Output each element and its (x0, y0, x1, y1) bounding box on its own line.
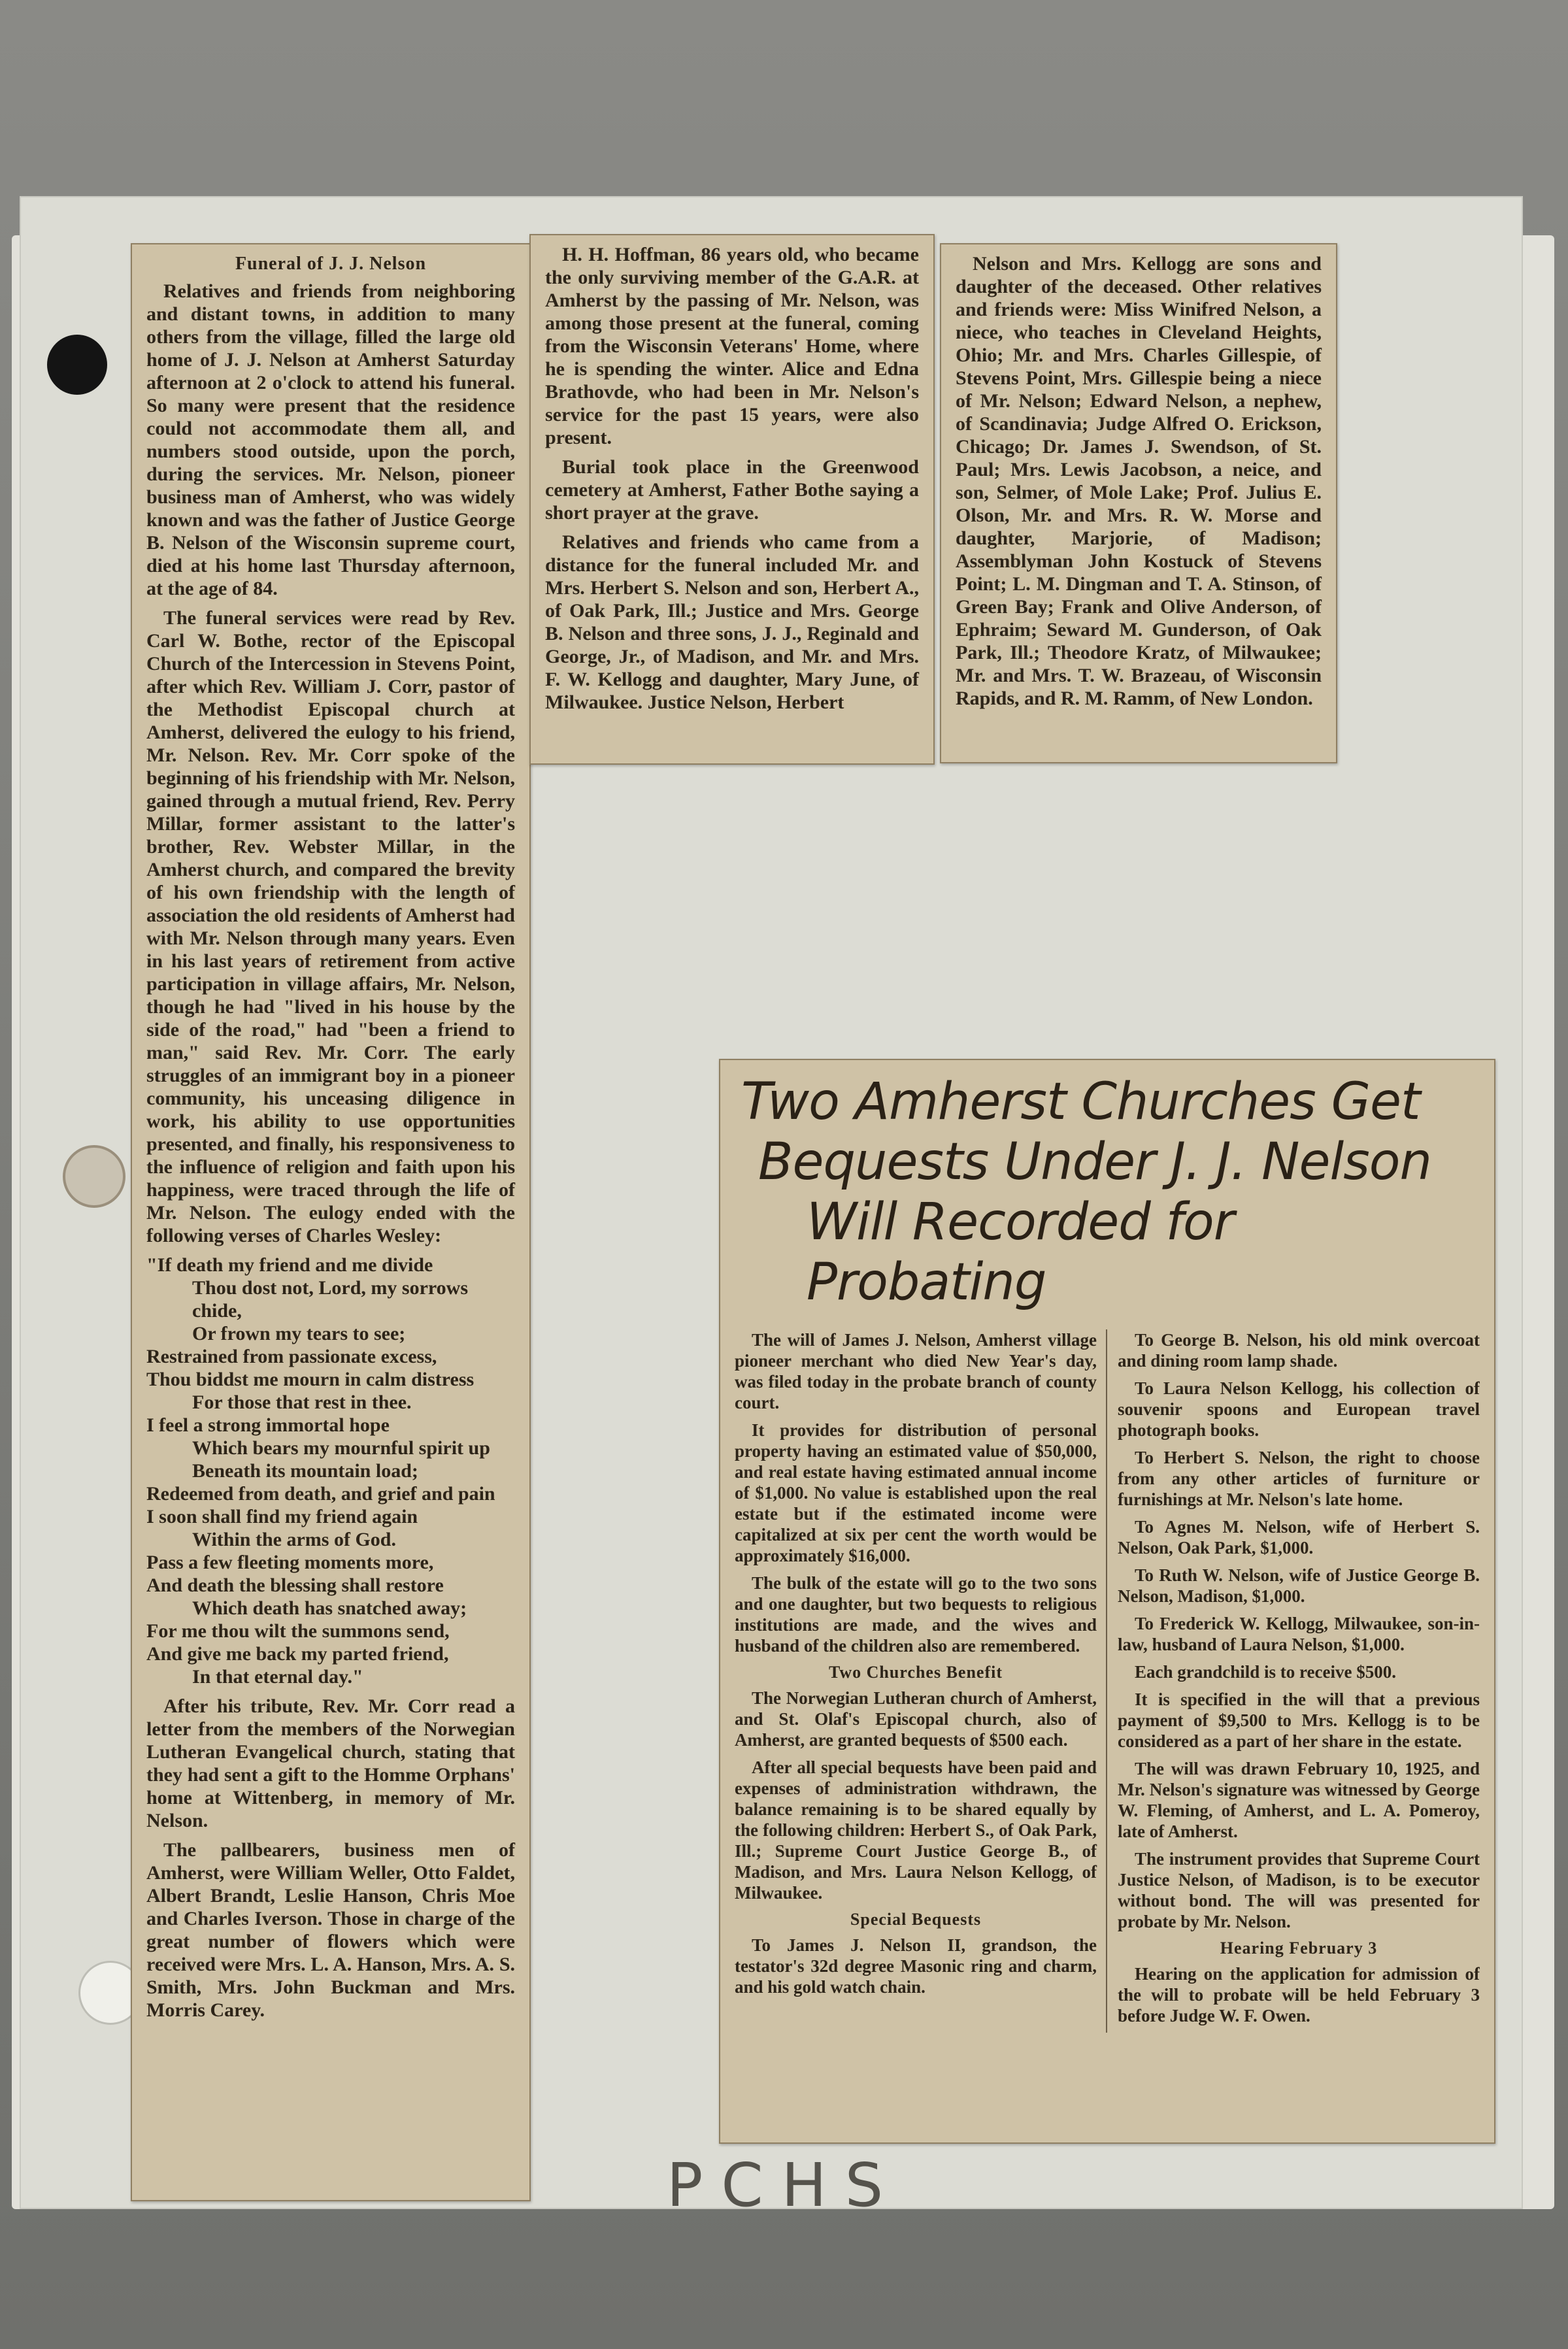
headline-line: Bequests Under J. J. Nelson (758, 1133, 1431, 1191)
paragraph: To George B. Nelson, his old mink overcoat and dining room lamp shade. (1118, 1330, 1480, 1371)
poem-line: For those that rest in thee. (192, 1391, 412, 1413)
paragraph: To Ruth W. Nelson, wife of Justice George B. Nelson, Madison, $1,000. (1118, 1565, 1480, 1606)
paragraph: The will was drawn February 10, 1925, and Mr. Nelson's signature was witnessed by George W. Fleming, of Amherst, and L. A. Pomeroy, late of Amherst. (1118, 1759, 1480, 1841)
paragraph: The bulk of the estate will go to the two sons and one daughter, but two bequests to religious institutions are made, and the wives and husband of the children also are remembered. (735, 1573, 1097, 1656)
poem-line: Which bears my mournful spirit up (192, 1437, 490, 1459)
clipping-funeral (131, 243, 531, 2201)
paragraph: Nelson and Mrs. Kellogg are sons and daughter of the deceased. Other relatives and friends were: Miss Winifred Nelson, a niece, who teaches in Cleveland Heights, Ohio; Mr. and Mrs. Charles Gillespie, of Stevens Point, Mrs. Gillespie being a niece of Mr. Nelson; Edward Nelson, a nephew, of Scandinavia; Judge Alfred O. Erickson, Chicago; Dr. James J. Swendson, of St. Paul; Mrs. Lewis Jacobson, a neice, and son, Selmer, of Mole Lake; Prof. Julius E. Olson, Mr. and Mrs. R. W. Morse and daughter, Marjorie, of Madison; Assemblyman John Kostuck of Stevens Point; L. M. Dingman and T. A. Stinson, of Green Bay; Frank and Olive Anderson, of Ephraim; Seward M. Gunderson, of Oak Park, Ill.; Theodore Kratz, of Milwaukee; Mr. and Mrs. T. W. Brazeau, of Wisconsin Rapids, and R. M. Ramm, of New London. (956, 253, 1322, 709)
subheading: Hearing February 3 (1220, 1939, 1378, 1958)
subheading: Special Bequests (850, 1910, 982, 1929)
headline-line: Will Recorded for Probating (807, 1193, 1234, 1312)
paragraph: After all special bequests have been paid and expenses of administration withdrawn, the balance remaining is to be shared equally by the following children: Herbert S., of Oak Park, Ill.; Supreme Court Justice George B., of Madison, and Mrs. Laura Nelson Kellogg, of Milwaukee. (735, 1758, 1097, 1903)
poem-line: I soon shall find my friend again (146, 1506, 418, 1527)
poem-line: For me thou wilt the summons send, (146, 1620, 450, 1642)
poem-line: Thou dost not, Lord, my sorrows chide, (192, 1277, 469, 1322)
wesley-poem (146, 1254, 515, 1688)
subheading: Two Churches Benefit (828, 1663, 1003, 1682)
paragraph: The Norwegian Lutheran church of Amherst, and St. Olaf's Episcopal church, also of Amherst, are granted bequests of $500 each. (735, 1688, 1097, 1750)
poem-line: I feel a strong immortal hope (146, 1414, 390, 1436)
pchs-watermark: PCHS (666, 2150, 902, 2220)
poem-line: And death the blessing shall restore (146, 1574, 444, 1596)
paragraph: To Herbert S. Nelson, the right to choose from any other articles of furniture or furnishings at Mr. Nelson's late home. (1118, 1448, 1480, 1509)
poem-line: And give me back my parted friend, (146, 1643, 449, 1665)
paragraph: To James J. Nelson II, grandson, the testator's 32d degree Masonic ring and charm, and his gold watch chain. (735, 1935, 1097, 1997)
poem-line: Redeemed from death, and grief and pain (146, 1483, 495, 1505)
article-columns (735, 1329, 1480, 2033)
poem-line: "If death my friend and me divide (146, 1254, 433, 1276)
paragraph: To Agnes M. Nelson, wife of Herbert S. Nelson, Oak Park, $1,000. (1118, 1517, 1480, 1558)
paragraph: It provides for distribution of personal property having an estimated value of $50,000, and real estate having estimated annual income of $1,000. No value is established upon the real estate but if the estimated income were capitalized at six per cent the worth would be approximately $16,000. (735, 1420, 1097, 1565)
poem-line: Which death has snatched away; (192, 1597, 467, 1619)
paragraph: Each grandchild is to receive $500. (1135, 1662, 1396, 1682)
paragraph: H. H. Hoffman, 86 years old, who became the only surviving member of the G.A.R. at Amherst by the passing of Mr. Nelson, was among those present at the funeral, coming from the Wisconsin Veterans' Home, where he is spending the winter. Alice and Edna Brathovde, who had been in Mr. Nelson's service for the past 15 years, were also present. (545, 244, 919, 448)
poem-line: Restrained from passionate excess, (146, 1346, 437, 1367)
paragraph: It is specified in the will that a previous payment of $9,500 to Mrs. Kellogg is to be considered as a part of her share in the estate. (1118, 1690, 1480, 1751)
poem-line: Beneath its mountain load; (192, 1460, 418, 1482)
binder-hole-top (47, 335, 107, 395)
paragraph: Relatives and friends from neighboring and distant towns, in addition to many others from the village, filled the large old home of J. J. Nelson at Amherst Saturday afternoon at 2 o'clock to attend his funeral. So many were present that the residence could not accommodate them all, and numbers stood outside, upon the porch, during the services. Mr. Nelson, pioneer business man of Amherst, who was widely known and was the father of Justice George B. Nelson of the Wisconsin supreme court, died at his home last Thursday afternoon, at the age of 84. (146, 280, 515, 599)
clipping-right (940, 243, 1337, 763)
paragraph: The pallbearers, business men of Amherst, were William Weller, Otto Faldet, Albert Brandt, Leslie Hanson, Chris Moe and Charles Iverson. Those in charge of the great number of flowers which were received were Mrs. L. A. Hanson, Mrs. A. S. Smith, Mrs. John Buckman and Mrs. Morris Carey. (146, 1839, 515, 2021)
poem-line: Or frown my tears to see; (192, 1323, 406, 1344)
poem-line: Pass a few fleeting moments more, (146, 1552, 434, 1573)
clipping-middle (529, 234, 935, 765)
paragraph: To Frederick W. Kellogg, Milwaukee, son-in-law, husband of Laura Nelson, $1,000. (1118, 1614, 1480, 1654)
binder-hole-middle (63, 1145, 125, 1208)
paragraph: Hearing on the application for admission of the will to probate will be held February 3 before Judge W. F. Owen. (1118, 1964, 1480, 2025)
poem-line: Within the arms of God. (192, 1529, 396, 1550)
paragraph: To Laura Nelson Kellogg, his collection of souvenir spoons and European travel photograph books. (1118, 1378, 1480, 1440)
headline-line: Two Amherst Churches Get (741, 1073, 1420, 1131)
paragraph: After his tribute, Rev. Mr. Corr read a letter from the members of the Norwegian Lutheran Evangelical church, stating that they had sent a gift to the Homme Orphans' home at Wittenberg, in memory of Mr. Nelson. (146, 1695, 515, 1831)
clipping-bequests (719, 1059, 1495, 2144)
paragraph: Burial took place in the Greenwood cemetery at Amherst, Father Bothe saying a short prayer at the grave. (545, 456, 919, 524)
article-column-right (1118, 1329, 1480, 2033)
paragraph: The instrument provides that Supreme Court Justice Nelson, of Madison, is to be executor without bond. The will was presented for probate by Mr. Nelson. (1118, 1849, 1480, 1931)
article-column-left (735, 1329, 1107, 2033)
paragraph: Relatives and friends who came from a distance for the funeral included Mr. and Mrs. Herbert S. Nelson and son, Herbert A., of Oak Park, Ill.; Justice and Mrs. George B. Nelson and three sons, J. J., Reginald and George, Jr., of Madison, and Mr. and Mrs. F. W. Kellogg and daughter, Mary June, of Milwaukee. Justice Nelson, Herbert (545, 531, 919, 713)
paragraph: The funeral services were read by Rev. Carl W. Bothe, rector of the Episcopal Church of the Intercession in Stevens Point, after which Rev. William J. Corr, pastor of the Methodist Episcopal church at Amherst, delivered the eulogy to his friend, Mr. Nelson. Rev. Mr. Corr spoke of the beginning of his friendship with Mr. Nelson, gained through a mutual friend, Rev. Perry Millar, former assistant to the latter's brother, Rev. Webster Millar, in the Amherst church, and compared the brevity of his own friendship with the length of association the old residents of Amherst had with Mr. Nelson through many years. Even in his last years of retirement from active participation in village affairs, Mr. Nelson, though he had "lived in his house by the side of the road," had "been a friend to man," said Rev. Mr. Corr. The early struggles of an immigrant boy in a pioneer community, his unceasing diligence in work, his ability to use opportunities presented, and finally, his responsiveness to the influence of religion and faith upon his happiness, were traced through the life of Mr. Nelson. The eulogy ended with the following verses of Charles Wesley: (146, 607, 515, 1246)
poem-line: Thou biddst me mourn in calm distress (146, 1369, 475, 1390)
clipping-title: Funeral of J. J. Nelson (235, 254, 427, 274)
poem-line: In that eternal day." (192, 1666, 363, 1688)
paragraph: The will of James J. Nelson, Amherst village pioneer merchant who died New Year's day, was filed today in the probate branch of county court. (735, 1330, 1097, 1412)
